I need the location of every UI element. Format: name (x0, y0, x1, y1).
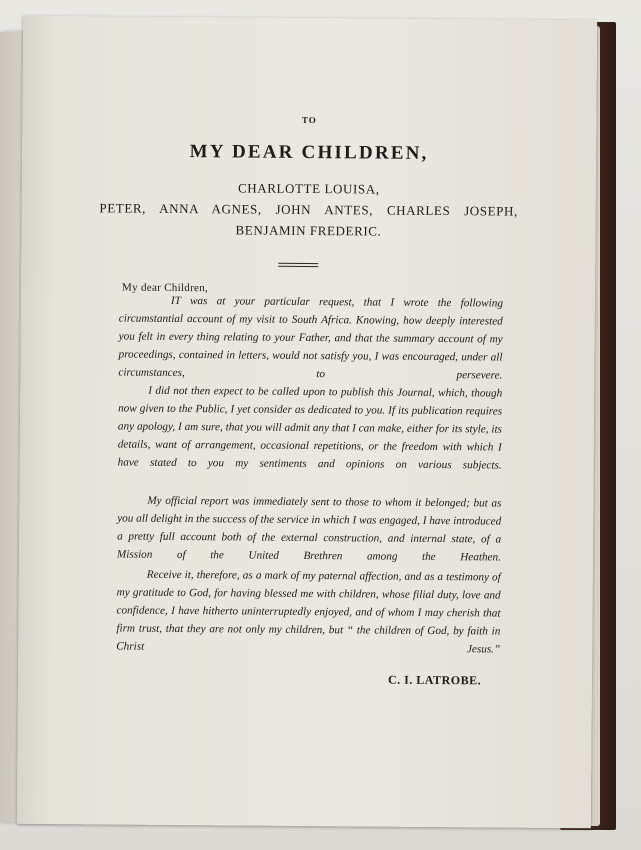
children-names-line-1: CHARLOTTE LOUISA, (237, 180, 380, 197)
letter-paragraph: Receive it, therefore, as a mark of my paternal affection, and as a testimony of my gratitude to God, for having blessed me with children, whose filial duty, love and confidence, I have hitherto uninterruptedly enjoyed, and of whom I may cherish that firm trust, that they are not only my children, but “ the children of God, by faith in Christ Jesus.” (116, 568, 501, 656)
children-names-line-2: PETER, ANNA AGNES, JOHN ANTES, CHARLES JOSEPH, (99, 200, 518, 219)
page-text (17, 16, 597, 828)
dedication-to: TO (301, 114, 317, 126)
children-names-line-3: BENJAMIN FREDERIC. (235, 222, 382, 239)
signature: C. I. LATROBE. (387, 672, 482, 688)
ornamental-rule (278, 263, 318, 267)
dedication-page (17, 16, 597, 828)
letter-paragraph: IT was at your particular request, that I wrote the following circumstantial account of my visit to South Africa. Knowing, how deeply interested you felt in every thing relating to your Father, and that the summary account of my proceedings, contained in letters, would not satisfy you, I was encouraged, under all circumstances, to persevere. (118, 294, 503, 382)
letter-salutation: My dear Children, (122, 281, 209, 295)
letter-paragraph: My official report was immediately sent to those to whom it belonged; but as you all delight in the success of the service in which I was engaged, I have introduced a pretty full account both of the external construction, and internal state, of a Mission of the United Brethren among the Heathen. (116, 494, 502, 564)
letter-paragraph: I did not then expect to be called upon to publish this Journal, which, though now given to the Public, I yet consider as dedicated to you. If its publication requires any apology, I am sure, that you will admit any that I can make, either for its style, its details, want of arrangement, occasional repetitions, or the freedom with which I have stated to you my sentiments and opinions on various subjects. (117, 384, 503, 472)
dedication-title: MY DEAR CHILDREN, (189, 141, 429, 164)
